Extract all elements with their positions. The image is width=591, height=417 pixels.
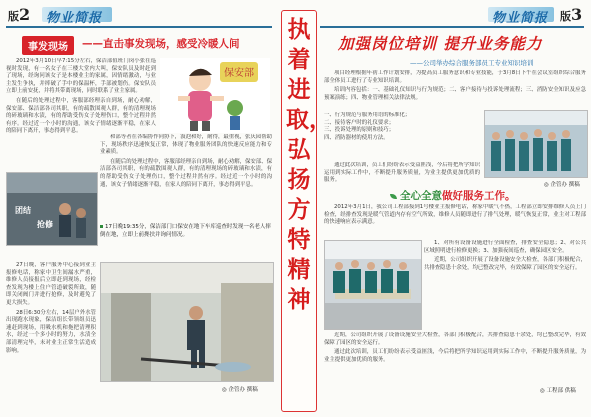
paragraph: 和部等者在各编协作同协下，汲泡和好，耐得，最重视，张庆园帮助下，现场秩序迅速恢复正常，体现了物业服务团队的快速反应能力和专业素质。	[100, 134, 272, 156]
list-item: 四、消防器材的使用方法。	[324, 134, 389, 141]
cartoon-illustration	[160, 58, 270, 133]
service-body-bottom	[324, 332, 586, 382]
photo-scene	[6, 172, 98, 246]
right-masthead: 物业简报	[492, 11, 549, 26]
paragraph: 27日晚，客户服务中心接到业主报修电话，称家中卫生间漏水严重，维修人员接报后立即赶到现场，经检查发现为楼上住户管道破裂所致，随即关闭阀门并进行抢修，及时避免了更大损失。	[6, 262, 96, 306]
leaf-icon	[390, 194, 397, 199]
left-headline: ——直击事发现场，感受冷暖人间	[82, 38, 240, 50]
section-tag: 事发现场	[22, 36, 74, 55]
left-page	[0, 0, 278, 417]
paragraph: 培训内容包括：一、基础礼仪知识与行为规范；二、客户接待与投诉处理流程；三、消防安全知识及应急预案演练；四、物业管理相关法律法规。	[324, 87, 586, 101]
left-body-lower	[6, 262, 96, 382]
caption-17th: 17日晚19:35分，保洁部门口保安在地下车库巡查时发现一名老人摔倒在地，立即上前搀扶并询问情况。	[100, 224, 271, 238]
left-masthead: 物业简报	[46, 11, 103, 26]
right-page-number: 版3	[560, 5, 583, 24]
paragraph: 近期，公司组织开展了设备设施安全大检查，各部门积极配合，共排查隐患十余处，均已整改完毕，有效保障了园区的安全运行。	[324, 332, 586, 346]
paragraph: 项目经理根据年初工作计划安排，为提高员工服务意识和专业技能，于3月8日下午在会议室组织综合服务部全体员工进行了专业知识培训。	[324, 70, 586, 84]
bullet-icon	[100, 225, 103, 228]
paragraph: 在随后的处理过程中，客服部经理亲自到场，耐心劝解，保安部、保洁部各司其职，有的疏散围观人群，有的清理现场的碎玻璃和水渍，有的帮助受伤女子处理伤口，整个过程井然有序。经过近一个小时的沟通，该女子情绪逐渐平稳，在家人的陪同下离开，事态得到平息。	[6, 97, 156, 135]
photo-meeting	[324, 240, 422, 330]
svg-text:抢修: 抢修	[37, 220, 53, 229]
list-item: 二、接待客户时的礼仪要求；	[324, 119, 395, 126]
left-header	[6, 4, 272, 28]
left-footer-credit: ◎ 企管办 撰稿	[222, 387, 258, 393]
photo-training	[484, 110, 588, 178]
paragraph: 1、对所有设备设施进行全面检查，排查安全隐患；2、对公共区域照明进行检修更换；3、加强夜间巡查，确保园区安全。	[424, 240, 586, 254]
photo-cleaning	[100, 262, 274, 382]
right-credit-1: ◎ 企管办 撰稿	[544, 182, 580, 188]
service-body-top	[324, 204, 586, 238]
paragraph: 2012年3月1日，我公司工程部接到1号楼业主报修电话，称家中暖气不热，工程部立即安排维修人员上门检查，经排查发现是暖气管道内存有空气所致，维修人员随即进行了排气处理，暖气恢复正常，业主对工程部的快速响应表示满意。	[324, 204, 586, 226]
paragraph: 2012年3月10日早7:15分左右，保洁部值班门岗小张在巡视时发现，有一名女子在三楼大堂内大叫，保安队员及时赶到了现场，经询问该女子是本楼业主的家属，因情绪激动，与业主发生争执，并摔破了手中的保温杯，手部被划伤。保安队员立即上前安抚，并将其带离现场，同时联系了业主家属。	[6, 58, 156, 95]
training-list	[324, 112, 480, 160]
paragraph: 通过此次培训，员工们纷纷表示受益匪浅，今后将把所学知识运用到实际工作中，不断提升服务质量，为业主提供更加优质的服务。	[324, 349, 586, 363]
list-item: 一、行为规范与服务用语的标准化；	[324, 112, 411, 118]
list-item: 三、投诉处理的原则和技巧；	[324, 127, 395, 134]
left-page-number: 版2	[8, 5, 31, 24]
center-gutter	[278, 0, 332, 417]
right-body-upper	[324, 70, 586, 108]
slogan-band	[281, 10, 332, 412]
paragraph: 28日6:30分左右，14层户外水管出现跑水现象，保洁组长带领组员迅速赶到现场，用吸水机和拖把清理积水，经过一个多小时的努力，水渍全部清理完毕，未对业主正常生活造成影响。	[6, 309, 96, 354]
paragraph: 近期，公司组织开展了设备设施安全大检查，各部门积极配合，共排查隐患十余处，均已整改完毕，有效保障了园区的安全运行。	[424, 257, 586, 271]
right-page	[318, 0, 591, 417]
svg-text:保安部: 保安部	[224, 68, 254, 79]
vertical-slogan: 执着进取，弘扬方特精神	[286, 16, 332, 313]
svg-text:团结: 团结	[15, 206, 31, 215]
service-body-middle	[424, 240, 586, 328]
right-body-after-list: 通过此次培训，员工们纷纷表示受益匪浅，今后将把所学知识运用到实际工作中，不断提升服务质量，为业主提供更加优质的服务。	[324, 162, 480, 184]
right-headline: 加强岗位培训 提升业务能力	[338, 34, 543, 53]
service-headline: 全心全意做好服务工作。	[400, 190, 516, 202]
left-body-middle	[100, 134, 272, 222]
paragraph: 在随后的处理过程中，客服部经理亲自到场，耐心劝解，保安部、保洁部各司其职，有的疏散围观人群，有的清理现场的碎玻璃和水渍，有的帮助受伤女子处理伤口，整个过程井然有序。经过近一个小时的沟通，该女子情绪逐渐平稳，在家人的陪同下离开，事态得到平息。	[100, 158, 272, 188]
right-header	[320, 4, 584, 28]
right-footer-credit: ◎ 工程部 供稿	[540, 388, 576, 394]
right-subheadline: ——公司举办综合服务部员工专业知识培训	[410, 59, 534, 67]
